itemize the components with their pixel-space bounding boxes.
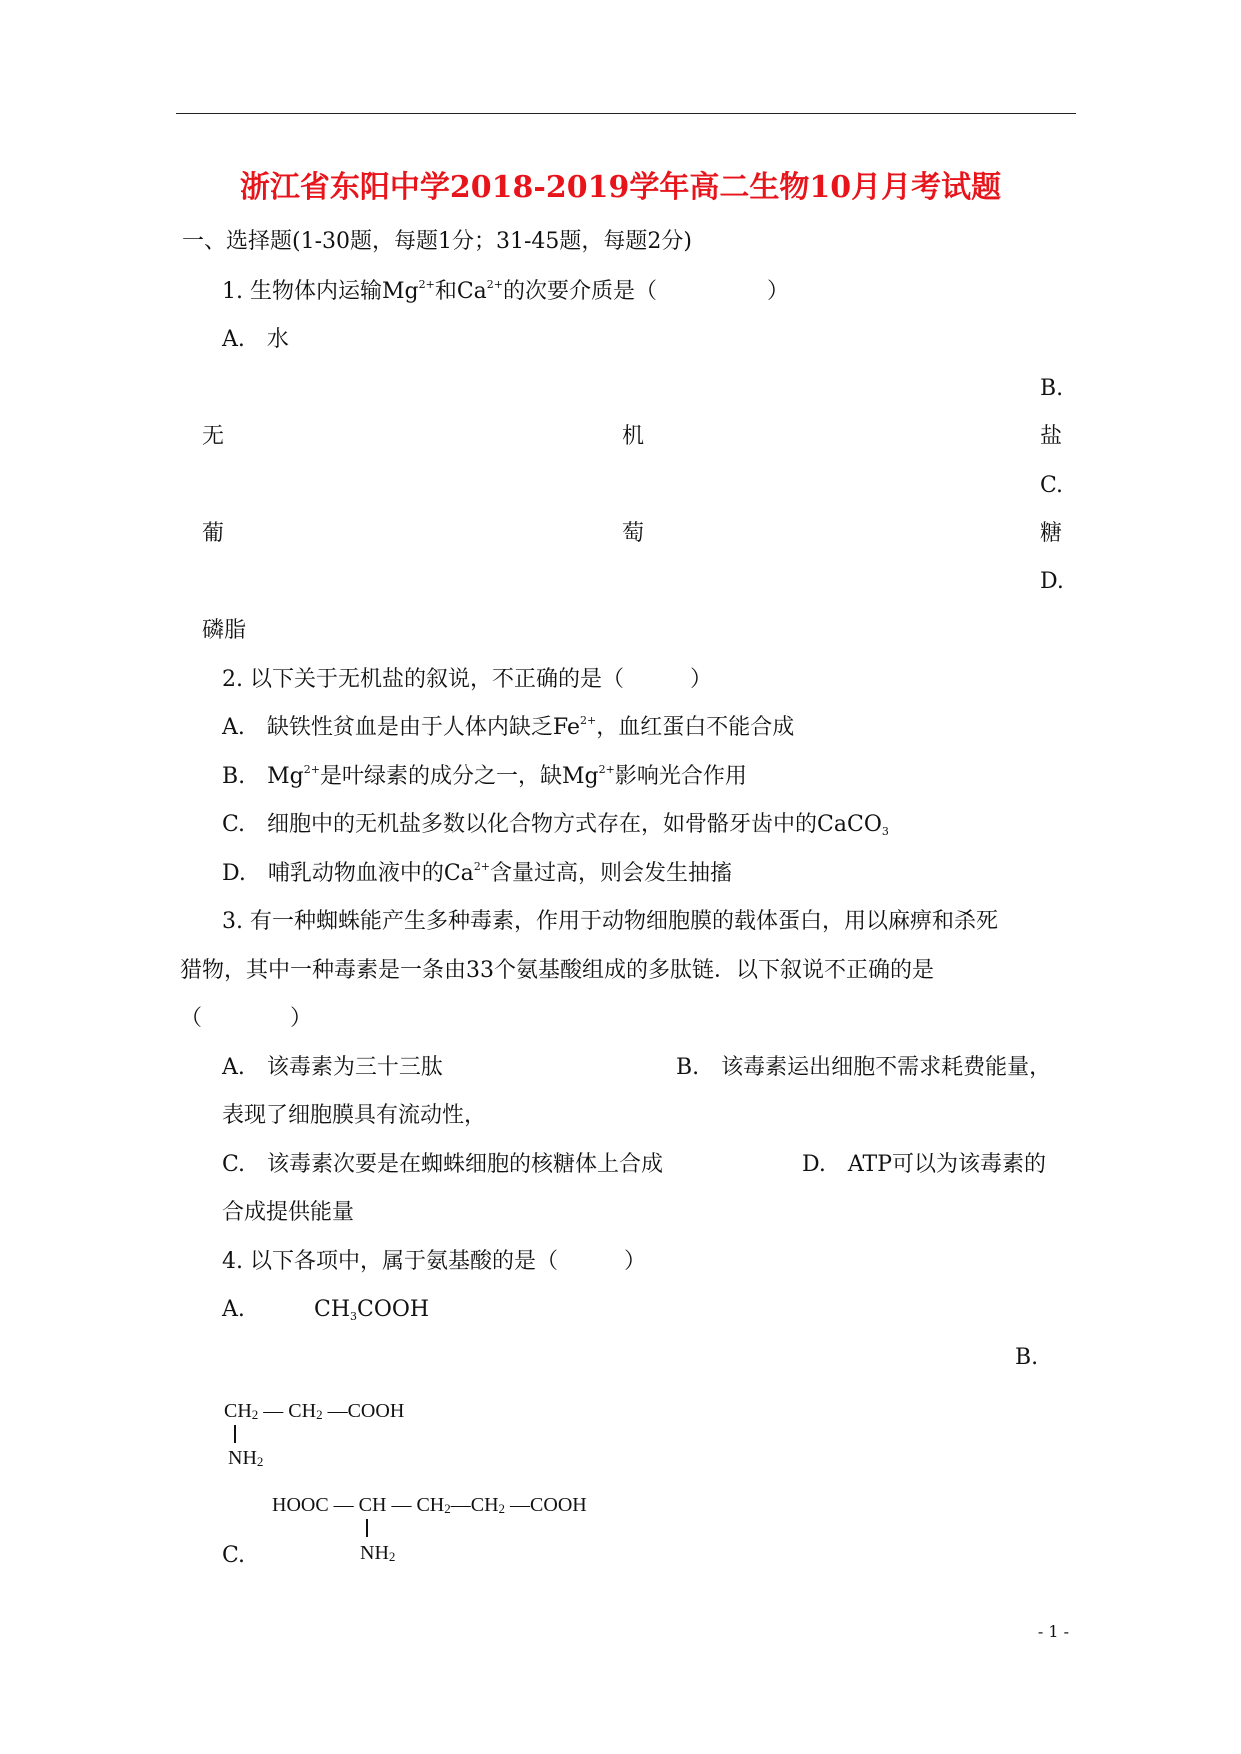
question-4-option-b-bond [234, 1425, 236, 1443]
question-4-option-b-formula: $CH_2$ — $CH_2$ —COOH [224, 1400, 405, 1422]
question-2-option-c: C. 细胞中的无机盐多数以化合物方式存在，如骨骼牙齿中的CaCO$_3$ [222, 812, 889, 838]
page-title: 浙江省东阳中学2018-2019学年高二生物10月月考试题 [239, 170, 1002, 205]
question-4-stem: 4. 以下各项中，属于氨基酸的是（ ） [222, 1249, 646, 1274]
question-1-option-c-label: C. [1040, 473, 1064, 498]
page-number: - 1 - [1037, 1622, 1069, 1641]
question-1-option-b-char-1: 无 [202, 424, 225, 449]
question-3-option-d-line-2: 合成提供能量 [222, 1200, 355, 1225]
question-1-option-d-text: 磷脂 [202, 618, 247, 643]
question-2-option-d: D. 哺乳动物血液中的$Ca^{2+}$含量过高，则会发生抽搐 [222, 860, 733, 886]
question-2-option-a: A. 缺铁性贫血是由于人体内缺乏$Fe^{2+}$，血红蛋白不能合成 [222, 714, 795, 740]
question-1-option-c-char-3: 糖 [1040, 521, 1063, 546]
question-4-option-c-amino-group: $NH_2$ [360, 1542, 396, 1564]
question-4-option-b-label: B. [1015, 1345, 1039, 1370]
question-3-stem-line-1: 3. 有一种蜘蛛能产生多种毒素，作用于动物细胞膜的载体蛋白，用以麻痹和杀死 [222, 909, 998, 934]
question-4-option-a-label: A. [222, 1297, 245, 1322]
question-4-option-a-formula: $CH_3COOH$ [314, 1297, 430, 1323]
question-1-option-b-char-2: 机 [622, 424, 645, 449]
question-4-option-c-label: C. [222, 1543, 246, 1568]
question-4-option-c-bond [366, 1519, 368, 1537]
question-3-option-a: A. 该毒素为三十三肽 [222, 1055, 443, 1080]
section-heading: 一、选择题(1-30题，每题1分；31-45题，每题2分) [182, 229, 693, 254]
question-1-option-c-char-1: 葡 [202, 521, 225, 546]
header-rule [176, 113, 1076, 114]
question-2-stem: 2. 以下关于无机盐的叙说，不正确的是（ ） [222, 667, 712, 692]
question-3-option-c: C. 该毒素次要是在蜘蛛细胞的核糖体上合成 [222, 1152, 664, 1177]
question-1-stem: 1. 生物体内运输$Mg^{2+}$和$Ca^{2+}$的次要介质是（ ） [222, 278, 789, 304]
question-3-stem-line-3: （ ） [180, 1006, 313, 1031]
question-3-stem-line-2: 猎物，其中一种毒素是一条由33个氨基酸组成的多肽链．以下叙说不正确的是 [180, 958, 934, 983]
question-2-option-b: B. $Mg^{2+}$是叶绿素的成分之一，缺$Mg^{2+}$影响光合作用 [222, 763, 747, 789]
question-1-option-b-char-3: 盐 [1040, 424, 1063, 449]
question-1-option-b-label: B. [1040, 376, 1064, 401]
question-1-option-c-char-2: 萄 [622, 521, 645, 546]
question-1-option-d-label: D. [1040, 569, 1064, 594]
question-3-option-d-line-1: D. ATP可以为该毒素的 [802, 1152, 1047, 1177]
question-3-option-b-line-2: 表现了细胞膜具有流动性， [222, 1103, 487, 1128]
question-4-option-c-formula: HOOC — CH — $CH_2—CH_2$ —COOH [272, 1494, 587, 1516]
question-1-option-a: A. 水 [222, 327, 289, 352]
question-4-option-b-amino-group: $NH_2$ [228, 1447, 264, 1469]
question-3-option-b-line-1: B. 该毒素运出细胞不需求耗费能量， [676, 1055, 1052, 1080]
